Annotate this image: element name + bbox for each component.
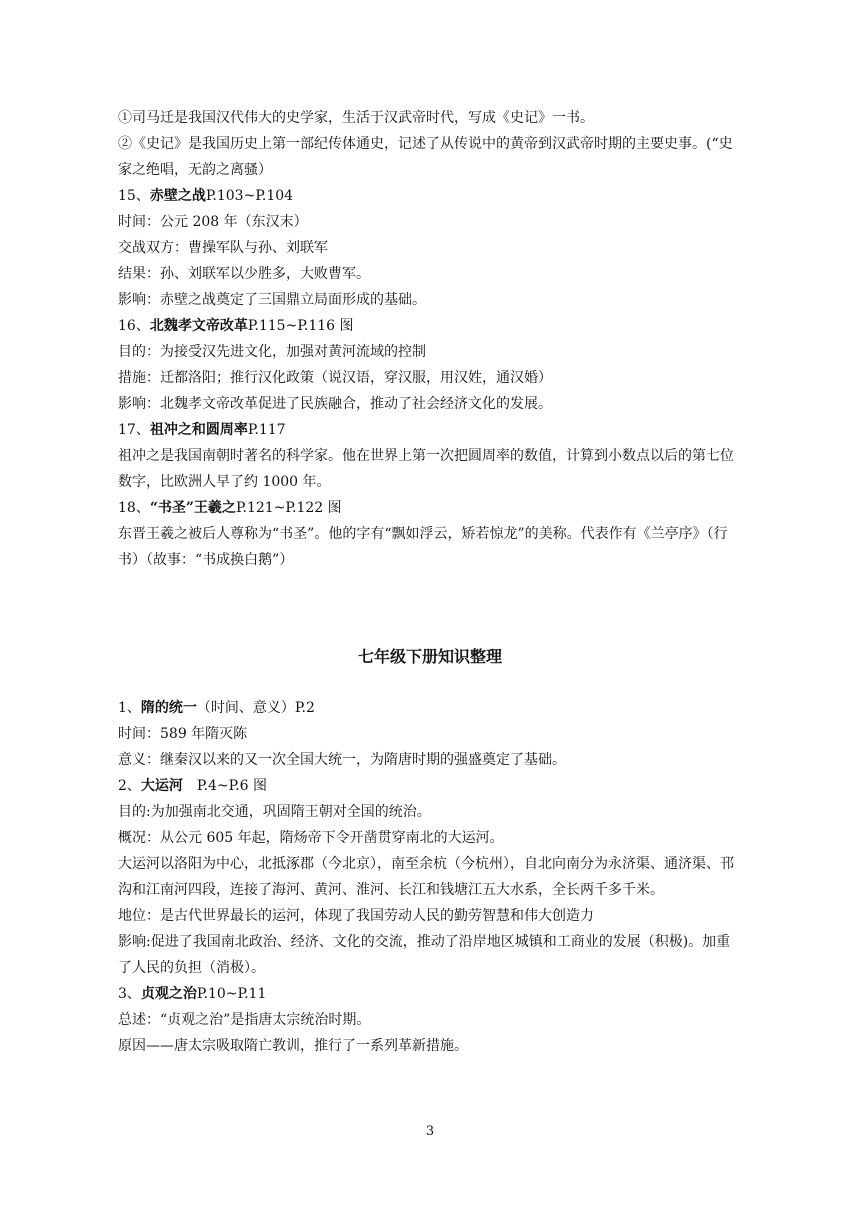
page-number: 3 [425, 1124, 435, 1139]
paragraph: 总述：“贞观之治”是指唐太宗统治时期。 [118, 1012, 371, 1028]
paragraph: 措施：迁都洛阳；推行汉化政策（说汉语，穿汉服，用汉姓，通汉婚） [118, 370, 552, 386]
section-title: 七年级下册知识整理 [357, 647, 502, 666]
paragraph: 影响：赤壁之战奠定了三国鼎立局面形成的基础。 [118, 292, 426, 308]
paragraph: 目的:为加强南北交通，巩固隋王朝对全国的统治。 [118, 804, 431, 820]
paragraph: 影响:促进了我国南北政治、经济、文化的交流，推动了沿岸地区城镇和工商业的发展（积极)。加重了人民的负担（消极）。 [118, 934, 731, 976]
section-heading: 17、祖冲之和圆周率P.117 [118, 422, 286, 438]
section-heading: 16、北魏孝文帝改革P.115~P.116 图 [118, 318, 354, 334]
paragraph: 概况：从公元 605 年起，隋炀帝下令开凿贯穿南北的大运河。 [118, 830, 504, 846]
section-heading: 15、赤壁之战P.103~P.104 [118, 188, 294, 204]
paragraph: 原因——唐太宗吸取隋亡教训，推行了一系列革新措施。 [118, 1038, 468, 1054]
paragraph: 交战双方：曹操军队与孙、刘联军 [118, 240, 328, 256]
section-heading: 18、“书圣”王羲之P.121~P.122 图 [118, 500, 342, 516]
paragraph: 大运河以洛阳为中心，北抵涿郡（今北京），南至余杭（今杭州），自北向南分为永济渠、通济渠、邗沟和江南河四段，连接了海河、黄河、淮河、长江和钱塘江五大水系，全长两千多千米。 [118, 856, 734, 898]
paragraph: 地位：是古代世界最长的运河，体现了我国劳动人民的勤劳智慧和伟大创造力 [118, 908, 594, 924]
paragraph: 影响：北魏孝文帝改革促进了民族融合，推动了社会经济文化的发展。 [118, 396, 552, 412]
text-block-upper [118, 105, 740, 573]
section-heading: 1、隋的统一（时间、意义）P.2 [118, 700, 315, 716]
paragraph: 时间：公元 208 年（东汉末） [118, 214, 308, 230]
section-heading: 3、贞观之治P.10~P.11 [118, 986, 267, 1002]
paragraph: 祖冲之是我国南朝时著名的科学家。他在世界上第一次把圆周率的数值，计算到小数点以后的第七位数字，比欧洲人早了约 1000 年。 [118, 448, 734, 490]
paragraph: 东晋王羲之被后人尊称为“书圣”。他的字有“飘如浮云，矫若惊龙”的美称。代表作有《兰亭序》（行书）（故事：“书成换白鹅”） [118, 526, 728, 568]
text-block-lower [118, 695, 740, 1059]
paragraph: 意义：继秦汉以来的又一次全国大统一，为隋唐时期的强盛奠定了基础。 [118, 752, 566, 768]
paragraph: 结果：孙、刘联军以少胜多，大败曹军。 [118, 266, 370, 282]
paragraph: 目的：为接受汉先进文化，加强对黄河流域的控制 [118, 344, 426, 360]
paragraph: 时间：589 年隋灭陈 [118, 726, 248, 742]
paragraph: ②《史记》是我国历史上第一部纪传体通史，记述了从传说中的黄帝到汉武帝时期的主要史事。(“史家之绝唱，无韵之离骚） [118, 136, 733, 178]
paragraph: ①司马迁是我国汉代伟大的史学家，生活于汉武帝时代，写成《史记》一书。 [118, 110, 594, 126]
section-heading: 2、大运河 P.4~P.6 图 [118, 778, 267, 794]
